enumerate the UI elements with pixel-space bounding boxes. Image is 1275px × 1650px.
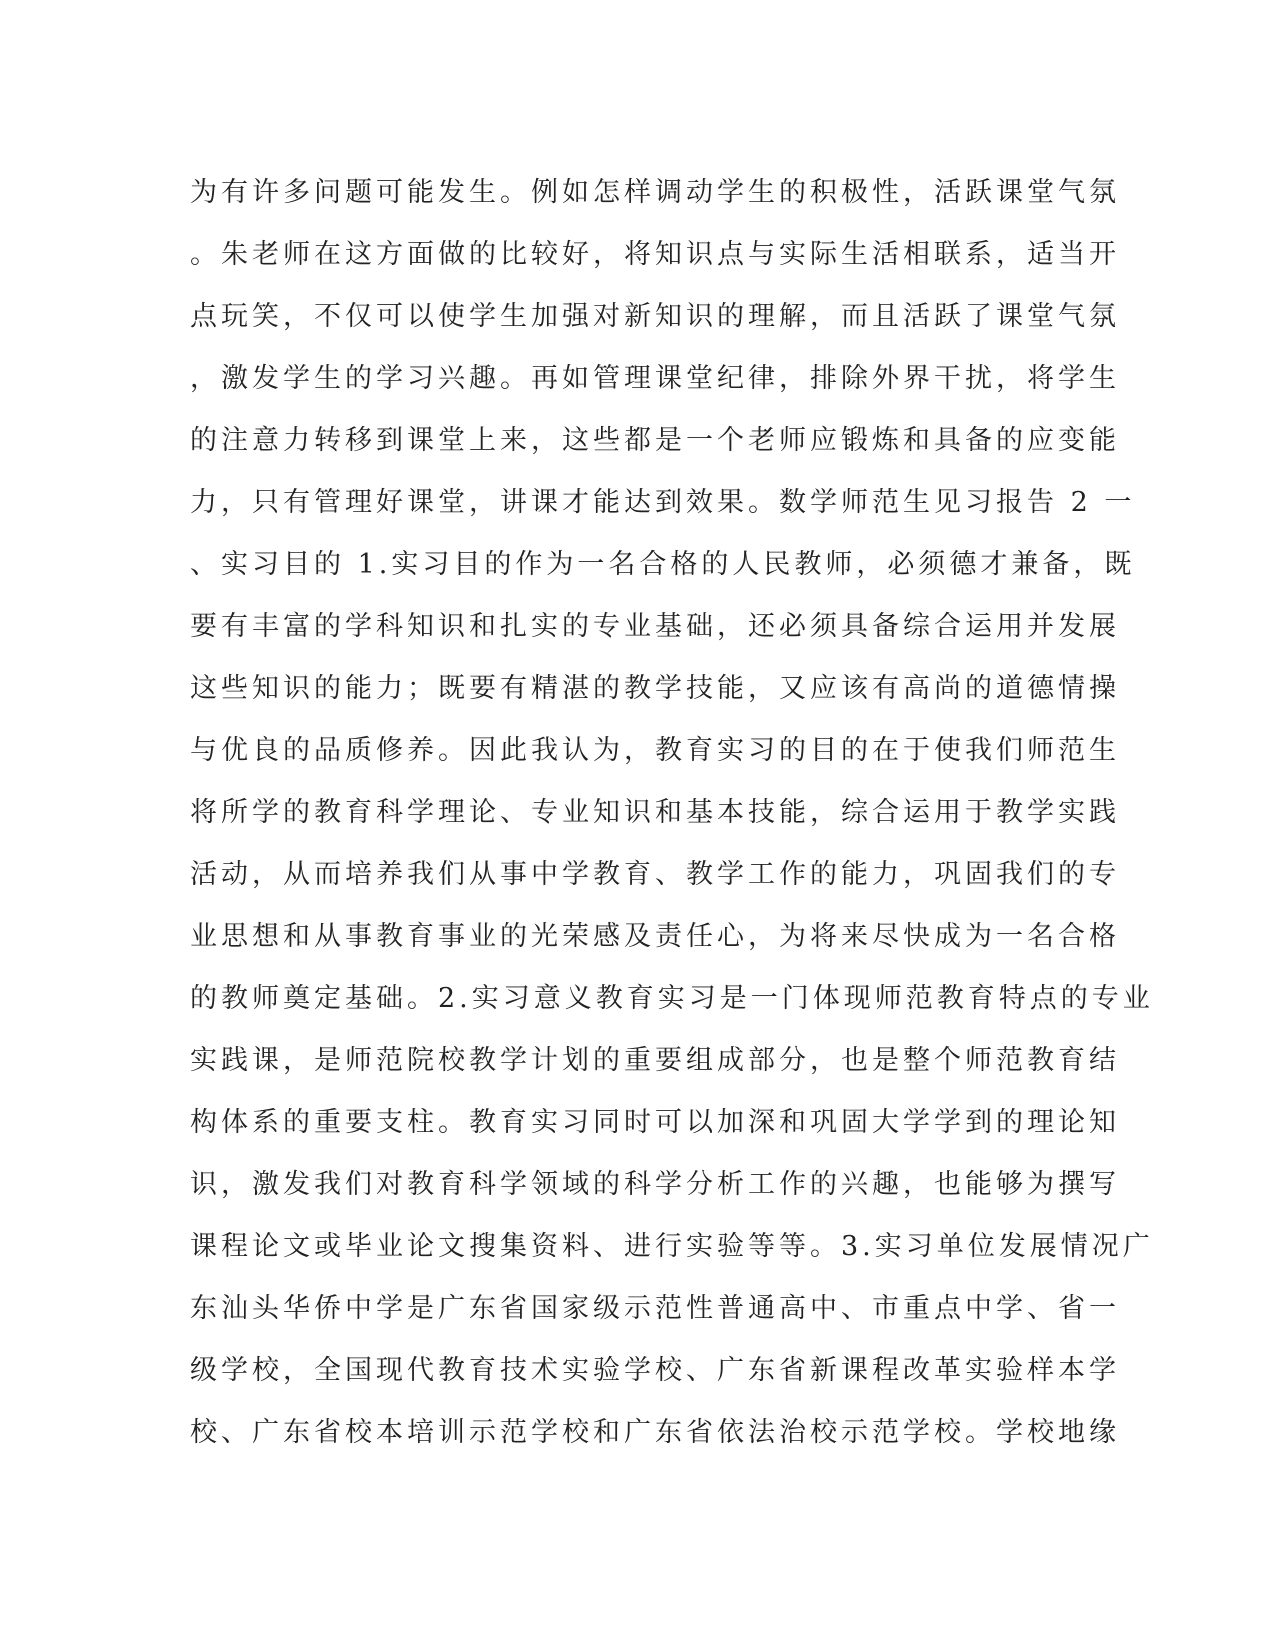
text-line: 这些知识的能力；既要有精湛的教学技能，又应该有高尚的道德情操 [190, 673, 1120, 704]
text-line: 要有丰富的学科知识和扎实的专业基础，还必须具备综合运用并发展 [190, 611, 1120, 642]
text-line: 、实习目的 1.实习目的作为一名合格的人民教师，必须德才兼备，既 [190, 549, 1136, 580]
body-text [190, 162, 1154, 1464]
text-line: 将所学的教育科学理论、专业知识和基本技能，综合运用于教学实践 [190, 797, 1120, 828]
text-line: 的教师奠定基础。2.实习意义教育实习是一门体现师范教育特点的专业 [190, 983, 1154, 1014]
text-line: 活动，从而培养我们从事中学教育、教学工作的能力，巩固我们的专 [190, 859, 1120, 890]
text-line: 识，激发我们对教育科学领域的科学分析工作的兴趣，也能够为撰写 [190, 1169, 1120, 1200]
text-line: 实践课，是师范院校教学计划的重要组成部分，也是整个师范教育结 [190, 1045, 1120, 1076]
text-line: 。朱老师在这方面做的比较好，将知识点与实际生活相联系，适当开 [190, 239, 1120, 270]
text-line: ，激发学生的学习兴趣。再如管理课堂纪律，排除外界干扰，将学生 [190, 363, 1120, 394]
text-line: 与优良的品质修养。因此我认为，教育实习的目的在于使我们师范生 [190, 735, 1120, 766]
text-line: 点玩笑，不仅可以使学生加强对新知识的理解，而且活跃了课堂气氛 [190, 301, 1120, 332]
text-line: 校、广东省校本培训示范学校和广东省依法治校示范学校。学校地缘 [190, 1417, 1120, 1448]
text-line: 构体系的重要支柱。教育实习同时可以加深和巩固大学学到的理论知 [190, 1107, 1120, 1138]
text-line: 课程论文或毕业论文搜集资料、进行实验等等。3.实习单位发展情况广 [190, 1231, 1154, 1262]
text-line: 东汕头华侨中学是广东省国家级示范性普通高中、市重点中学、省一 [190, 1293, 1120, 1324]
text-line: 的注意力转移到课堂上来，这些都是一个老师应锻炼和具备的应变能 [190, 425, 1120, 456]
text-line: 力，只有管理好课堂，讲课才能达到效果。数学师范生见习报告 2 一 [190, 487, 1136, 518]
text-line: 级学校，全国现代教育技术实验学校、广东省新课程改革实验样本学 [190, 1355, 1120, 1386]
text-line: 业思想和从事教育事业的光荣感及责任心，为将来尽快成为一名合格 [190, 921, 1120, 952]
text-line: 为有许多问题可能发生。例如怎样调动学生的积极性，活跃课堂气氛 [190, 177, 1120, 208]
